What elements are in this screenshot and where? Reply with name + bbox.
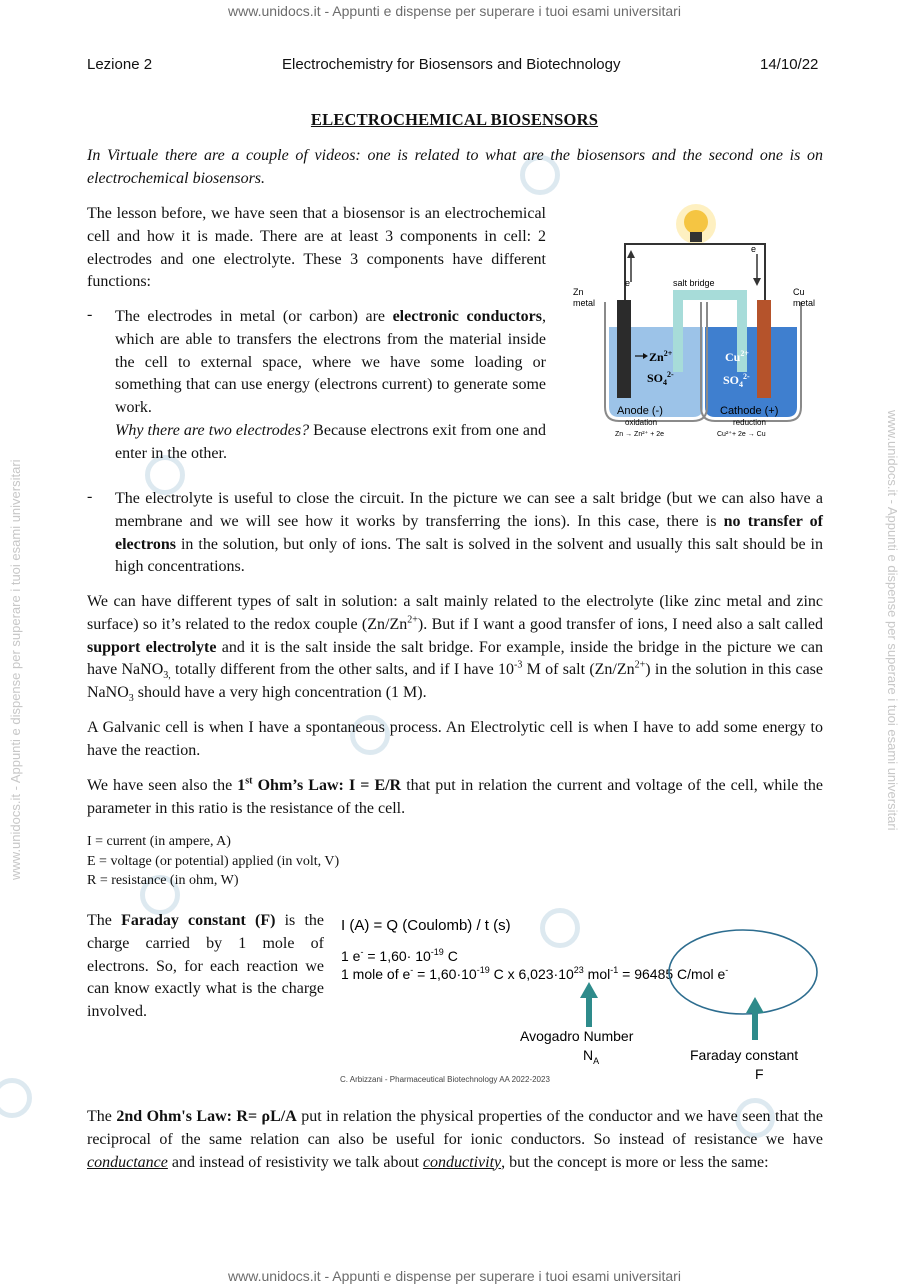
- watermark-side-left: www.unidocs.it - Appunti e dispense per superare i tuoi esami universitari: [8, 459, 23, 880]
- text: ). But if I want a good transfer of ions, I need also a salt called: [417, 615, 823, 633]
- zn-ion-label: $Zn^{2+}$: [649, 349, 673, 364]
- bold-text: support electrolyte: [87, 638, 217, 656]
- subscript: 3,: [163, 670, 171, 682]
- electron-charge: 1 $e^- = 1,60\cdot 10^{-19}$ C: [341, 947, 458, 964]
- copper-electrode: [757, 300, 771, 398]
- bullet-question: Why there are two electrodes?: [115, 421, 310, 439]
- superscript: 2+: [407, 614, 418, 626]
- underlined-term: conductance: [87, 1153, 168, 1171]
- bold-text: Faraday constant (F): [121, 912, 276, 929]
- arrow-head-icon: [627, 250, 635, 258]
- faraday-symbol: F: [755, 1066, 764, 1082]
- superscript: st: [245, 775, 253, 787]
- cathode-label: Cathode (+): [720, 405, 779, 417]
- bullet-bold: electronic conductors: [392, 308, 542, 325]
- subscript: 3: [128, 693, 134, 705]
- bullet-electrodes: [115, 306, 546, 466]
- paragraph-salts: [87, 591, 823, 705]
- right-solution: [705, 327, 797, 417]
- bullet-dash: -: [87, 306, 93, 323]
- bullet-bold: no transfer of electrons: [115, 512, 823, 553]
- paragraph-ohm-second: [87, 1106, 823, 1174]
- text: 1: [237, 777, 246, 794]
- zn-metal-label: Zn: [573, 287, 584, 297]
- paragraph-faraday: [87, 910, 324, 1024]
- faraday-figure: [335, 905, 825, 1090]
- text: , but the concept is more or less the same:: [501, 1153, 769, 1171]
- text: put in relation the physical properties of the conductor and we have seen that the reciprocal of the same relation can also be useful for ionic conductors. So instead of resistance we have: [87, 1108, 824, 1148]
- superscript: -3: [514, 660, 523, 672]
- zn-metal-label: metal: [573, 298, 596, 308]
- salt-bridge-label: salt bridge: [673, 278, 715, 288]
- electrochemical-cell-figure: [565, 202, 827, 450]
- definition-item: E = voltage (or potential) applied (in volt, V): [87, 853, 340, 869]
- electron-label-right: e: [751, 244, 757, 254]
- page-title: ELECTROCHEMICAL BIOSENSORS: [310, 110, 599, 129]
- anode-equation: Zn → Zn²⁺ + 2e: [615, 431, 665, 438]
- definitions-list: [87, 832, 487, 891]
- watermark-bottom: www.unidocs.it - Appunti e dispense per superare i tuoi esami universitari: [228, 1268, 681, 1284]
- current-formula: I (A) = Q (Coulomb) / t (s): [341, 917, 511, 934]
- so4-left-label: $SO_4^{2-}$: [647, 370, 674, 387]
- text: should have a very high concentration (1 M).: [133, 684, 427, 702]
- paragraph-ohm-first: [87, 775, 823, 821]
- text: M of salt (Zn/Zn: [522, 661, 635, 679]
- definition-item: I = current (in ampere, A): [87, 834, 231, 849]
- text: and instead of resistivity we talk about: [167, 1153, 423, 1171]
- text: is the charge carried by 1 mole of electrons. So, for each reaction we can know exactly what is the charge involved.: [87, 912, 325, 1021]
- bold-text: [237, 777, 401, 794]
- electron-label-left: e: [625, 278, 631, 288]
- text: Ohm’s Law: I = E/R: [252, 777, 402, 794]
- avogadro-symbol: $N_A$: [583, 1047, 600, 1066]
- arrow-head-icon: [753, 278, 761, 286]
- oxidation-label: oxidation: [625, 418, 658, 427]
- bullet-text: in the solution, but only of ions. The salt is solved in the solvent and usually this salt should be in high concentrations.: [115, 535, 823, 576]
- reduction-label: reduction: [733, 418, 766, 427]
- text: totally different from the other salts, and if I have 10: [170, 661, 515, 679]
- underlined-term: conductivity: [422, 1153, 502, 1171]
- header-lesson: Lezione 2: [87, 56, 153, 73]
- definition-item: R = resistance (in ohm, W): [87, 873, 239, 888]
- faraday-constant-label: Faraday constant: [690, 1047, 799, 1063]
- text: We can have different types of salt in solution: a salt mainly related to the electrolyte (like zinc metal and zinc surface) so it’s related to the redox couple (Zn/Zn: [87, 593, 823, 633]
- cu-ion-label: $Cu^{2+}$: [725, 349, 749, 364]
- text: and it is the salt inside the salt bridge. For example, inside the bridge in the picture we can have NaNO: [87, 638, 823, 679]
- text: We have seen also the: [87, 777, 238, 794]
- cu-metal-label: Cu: [793, 287, 805, 297]
- paragraph-biosensor: The lesson before, we have seen that a biosensor is an electrochemical cell and how it is made. There are at least 3 components in cell: 2 electrodes and one electrolyte. These 3 components have different functions:: [87, 205, 546, 291]
- header-date: 14/10/22: [760, 56, 819, 73]
- bullet-answer: Because electrons exit from one and enter in the other.: [115, 421, 546, 462]
- watermark-side-right: www.unidocs.it - Appunti e dispense per superare i tuoi esami universitari: [885, 410, 900, 831]
- bullet-text: , which are able to transfers the electrons from the material inside the cell to external space, where we have some loading or something that can use energy (electrons current) to generate some work.: [115, 308, 546, 417]
- watermark-top: www.unidocs.it - Appunti e dispense per superare i tuoi esami universitari: [228, 3, 681, 19]
- text: The: [87, 912, 122, 929]
- cathode-equation: Cu²⁺+ 2e → Cu: [717, 431, 766, 438]
- bullet-text: The electrodes in metal (or carbon) are: [115, 308, 393, 325]
- intro-paragraph: In Virtuale there are a couple of videos: one is related to what are the biosensors and the second one is on electrochemical biosensors.: [87, 147, 823, 187]
- text: The: [87, 1108, 117, 1125]
- bold-text: 2nd Ohm's Law: R= ρL/A: [116, 1108, 297, 1125]
- anode-label: Anode (-): [617, 405, 663, 417]
- light-bulb-icon: [684, 210, 708, 234]
- so4-right-label: $SO_4^{2-}$: [723, 372, 750, 389]
- header-course: Electrochemistry for Biosensors and Biotechnology: [282, 56, 621, 73]
- text: ) in the solution in this case NaNO: [87, 661, 824, 702]
- watermark-logo-icon: [0, 1078, 32, 1118]
- zinc-electrode: [617, 300, 631, 398]
- superscript: 2+: [634, 660, 646, 672]
- bullet-text: The electrolyte is useful to close the circuit. In the picture we can see a salt bridge (but we can also have a membrane and we will see how it works by transferring the ions). In this case, there is: [115, 490, 823, 530]
- figure-credit: C. Arbizzani - Pharmaceutical Biotechnology AA 2022-2023: [340, 1075, 550, 1084]
- mole-charge: 1 mole of $e^- = 1,60\cdot 10^{-19}$ C x $6,023\cdot 10^{23}$ mol$^{-1}$ = 96485 C/mol e-: [341, 965, 729, 982]
- text: that put in relation the current and voltage of the cell, while the parameter in this ratio is the resistance of the cell.: [87, 777, 824, 817]
- avogadro-label: Avogadro Number: [520, 1028, 634, 1044]
- bullet-dash: -: [87, 488, 93, 505]
- faraday-arrow-icon: [746, 997, 764, 1040]
- cu-metal-label: metal: [793, 298, 816, 308]
- paragraph-galvanic: A Galvanic cell is when I have a spontaneous process. An Electrolytic cell is when I have to add some energy to have the reaction.: [87, 719, 823, 759]
- bullet-electrolyte: [115, 488, 823, 579]
- avogadro-arrow-icon: [580, 982, 598, 1027]
- bulb-socket-icon: [690, 232, 702, 242]
